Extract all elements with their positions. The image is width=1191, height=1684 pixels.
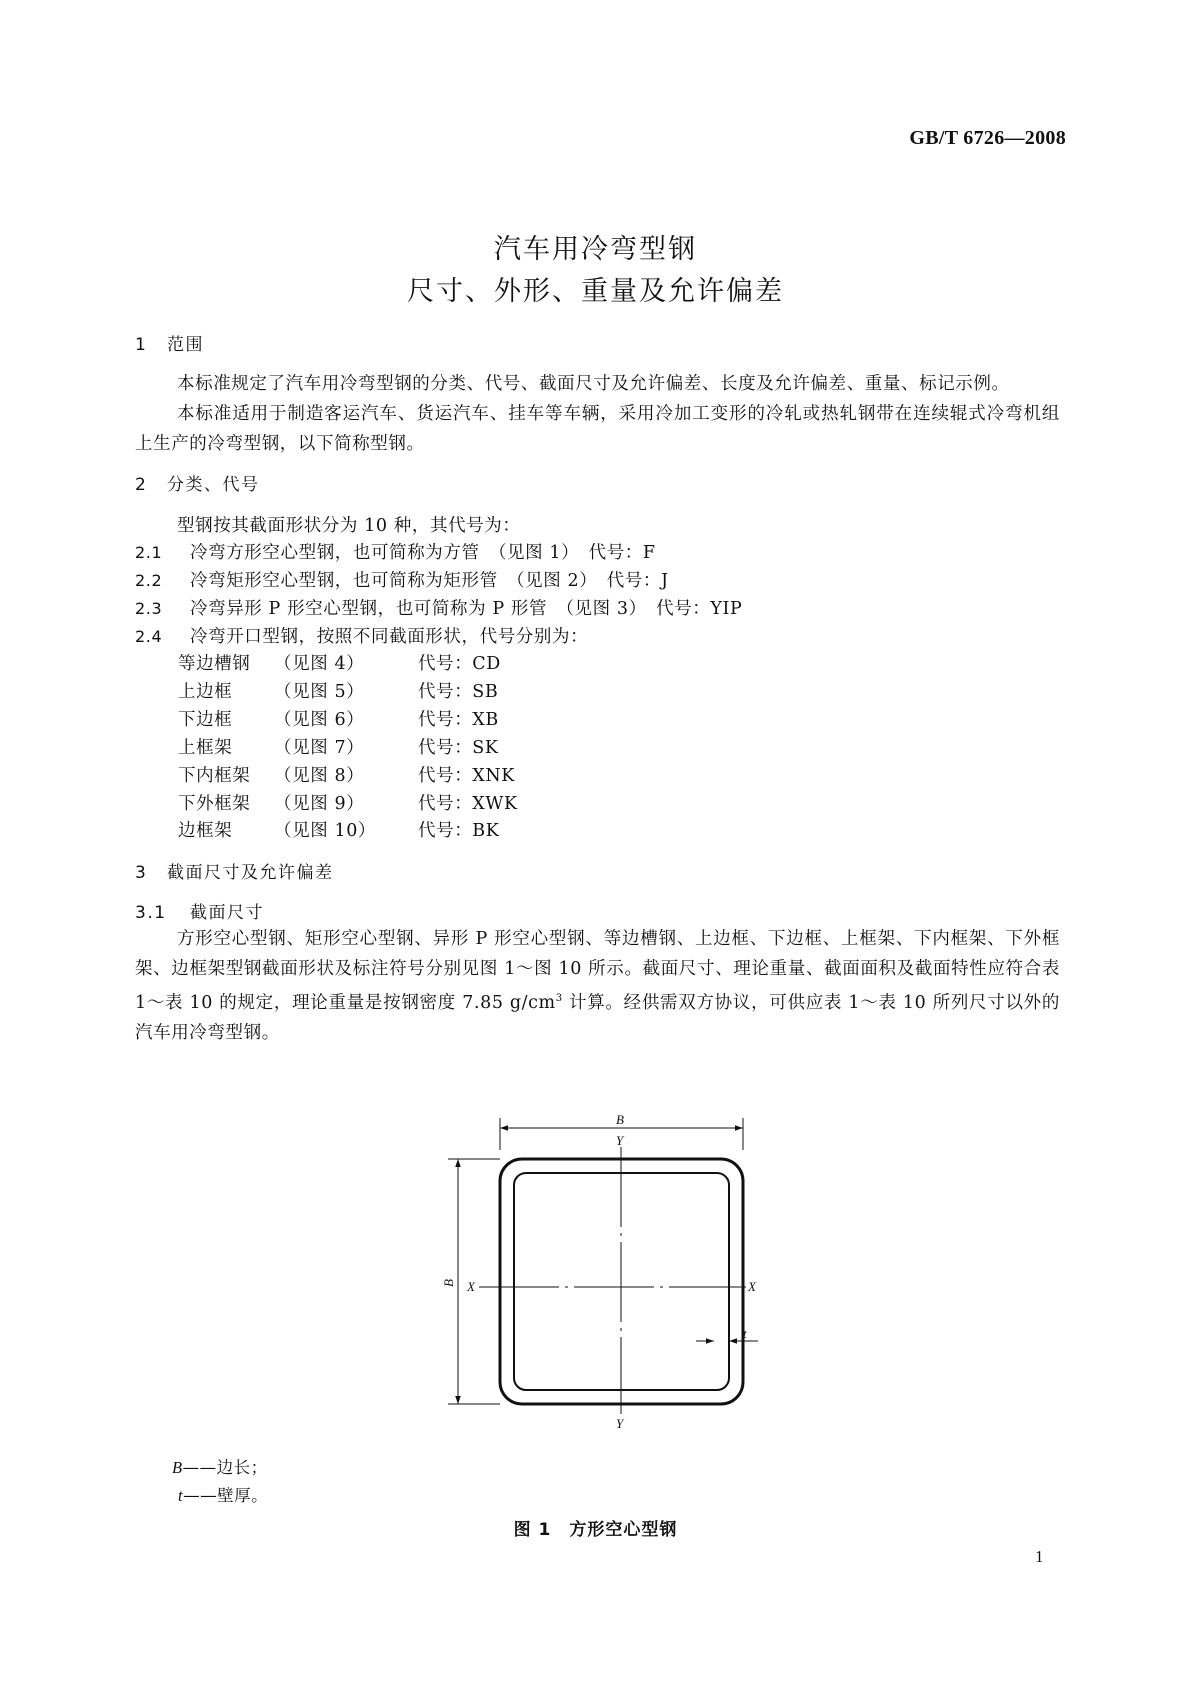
paragraph-text-1: 方形空心型钢、矩形空心型钢、异形 P 形空心型钢、等边槽钢、上边框、下边框、上框架、下内框架、下外框架、边框架型钢截面形状及标注符号分别见图 1～图 10 所示。截面尺寸、理论重量、截面面积及截面特性应符合表 1～表 10 的规定，理论重量是按钢密度 7.85 g/cm <box>135 929 1060 1013</box>
clause-text: 冷弯开口型钢，按照不同截面形状，代号分别为： <box>190 627 589 647</box>
type-code: 代号：XNK <box>418 766 515 786</box>
page-number: 1 <box>1035 1547 1044 1566</box>
figure-ref: （见图 9） <box>274 794 365 814</box>
document-title-line1: 汽车用冷弯型钢 <box>494 234 697 265</box>
label-x-right: X <box>748 1279 756 1294</box>
figure-ref: （见图 6） <box>274 710 365 730</box>
label-b-left: B <box>441 1279 456 1287</box>
clause-text: 冷弯方形空心型钢，也可简称为方管 （见图 1） 代号：F <box>190 543 656 563</box>
figure-ref: （见图 8） <box>274 766 365 786</box>
type-name: 上框架 <box>178 738 233 758</box>
legend-symbol: B <box>172 1458 183 1477</box>
figure-ref: （见图 4） <box>274 654 365 674</box>
figure-ref: （见图 10） <box>274 821 377 841</box>
section-3-number: 3 <box>135 863 148 883</box>
type-name: 下边框 <box>178 710 233 730</box>
section-1-number: 1 <box>135 335 148 355</box>
label-y-top: Y <box>616 1133 624 1148</box>
type-code: 代号：SB <box>418 682 499 702</box>
type-name: 下外框架 <box>178 794 251 814</box>
section-3-title: 截面尺寸及允许偏差 <box>167 863 334 883</box>
clause-number: 2.2 <box>135 571 163 590</box>
label-y-bottom: Y <box>616 1416 624 1431</box>
label-x-left: X <box>467 1279 475 1294</box>
type-code: 代号：XWK <box>418 794 518 814</box>
type-code: 代号：CD <box>418 654 501 674</box>
section-1-para-1: 本标准规定了汽车用冷弯型钢的分类、代号、截面尺寸及允许偏差、长度及允许偏差、重量、标记示例。 <box>177 374 1010 394</box>
clause-3-1-title: 截面尺寸 <box>190 903 264 923</box>
section-2-title: 分类、代号 <box>167 475 260 495</box>
clause-number: 2.3 <box>135 599 163 618</box>
clause-text: 冷弯矩形空心型钢，也可简称为矩形管 （见图 2） 代号：J <box>190 571 669 591</box>
label-b-top: B <box>616 1112 624 1127</box>
clause-3-1-number: 3.1 <box>135 903 167 923</box>
figure-1-caption: 图 1 方形空心型钢 <box>513 1520 678 1540</box>
legend-symbol: t <box>178 1486 184 1505</box>
type-name: 边框架 <box>178 821 233 841</box>
section-1-para-2: 本标准适用于制造客运汽车、货运汽车、挂车等车辆，采用冷加工变形的冷轧或热轧钢带在连续辊式冷弯机组上生产的冷弯型钢，以下简称型钢。 <box>135 404 1060 454</box>
type-code: 代号：SK <box>418 738 499 758</box>
label-t: t <box>743 1326 747 1341</box>
legend-description: ——边长； <box>182 1458 268 1477</box>
type-code: 代号：XB <box>418 710 499 730</box>
section-2-intro: 型钢按其截面形状分为 10 种，其代号为： <box>177 516 521 536</box>
legend-t <box>178 1482 268 1506</box>
type-name: 上边框 <box>178 682 233 702</box>
standard-number: GB/T 6726—2008 <box>909 127 1066 149</box>
clause-number: 2.1 <box>135 543 163 562</box>
superscript-3: 3 <box>555 993 563 1004</box>
figure-ref: （见图 7） <box>274 738 365 758</box>
section-1-title: 范围 <box>167 335 204 355</box>
legend-description: ——壁厚。 <box>183 1486 269 1505</box>
legend-b <box>172 1454 268 1478</box>
document-title-line2: 尺寸、外形、重量及允许偏差 <box>407 276 784 307</box>
clause-text: 冷弯异形 P 形空心型钢，也可简称为 P 形管 （见图 3） 代号：YIP <box>190 599 743 619</box>
clause-number: 2.4 <box>135 627 163 646</box>
paragraph-text-2: 计算。经供需双方协议，可供应表 1～表 10 所列尺寸以外的汽车用冷弯型钢。 <box>135 992 1060 1043</box>
type-code: 代号：BK <box>418 821 500 841</box>
section-2-number: 2 <box>135 475 148 495</box>
figure-ref: （见图 5） <box>274 682 365 702</box>
type-name: 等边槽钢 <box>178 654 251 674</box>
type-name: 下内框架 <box>178 766 251 786</box>
